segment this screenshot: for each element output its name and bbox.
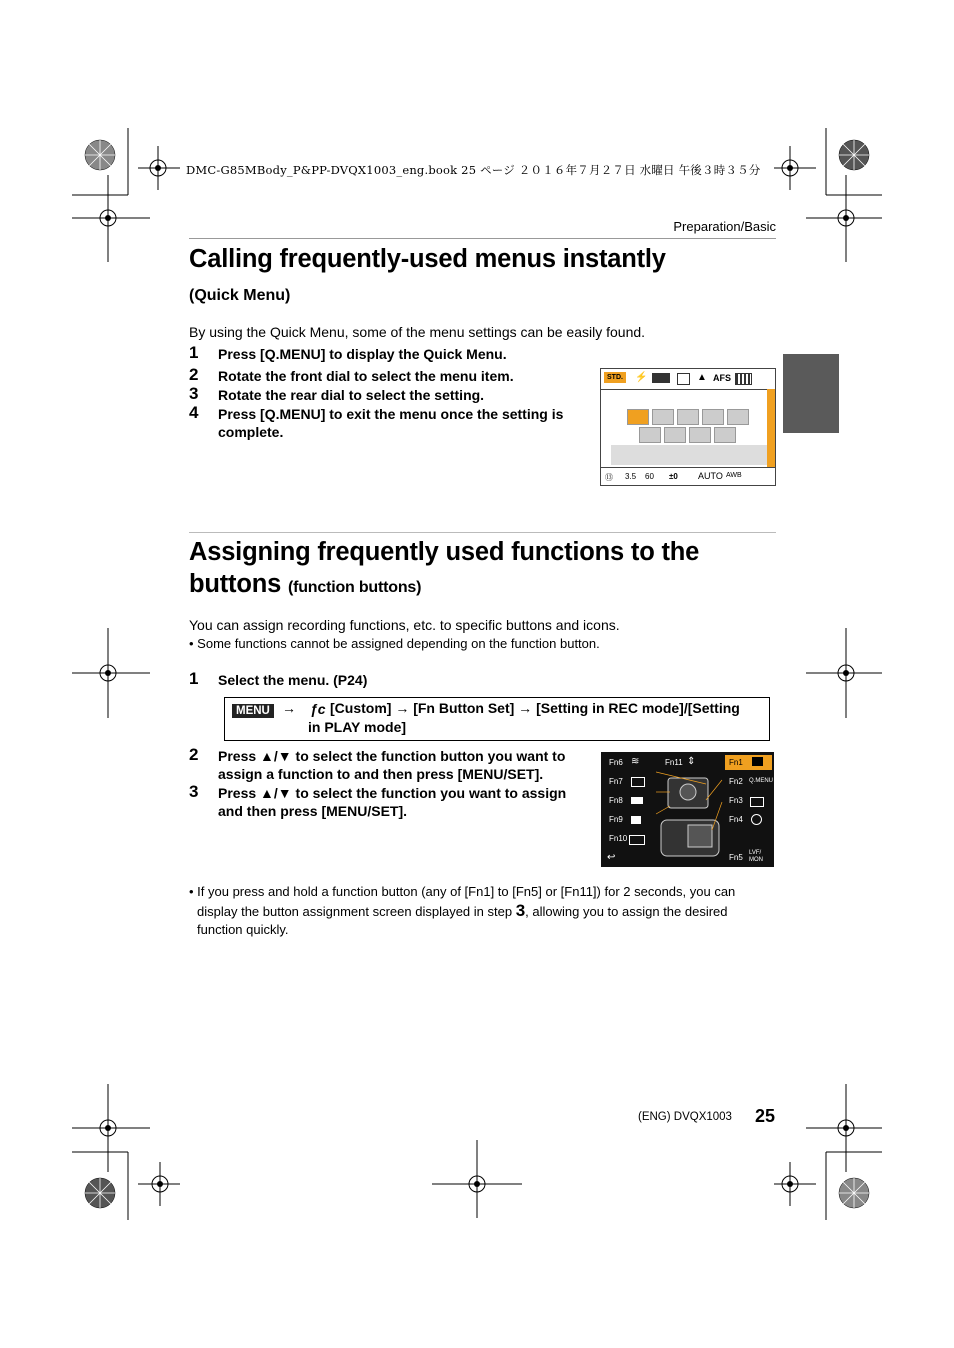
fn-label: Fn11	[665, 758, 683, 767]
fn-label: Fn4	[729, 815, 743, 824]
step-text: Rotate the front dial to select the menu item.	[218, 368, 514, 384]
step-number: 2	[189, 365, 199, 384]
fn9-icon	[631, 816, 641, 824]
step-number: 4	[189, 403, 199, 422]
page-code: (ENG) DVQX1003	[638, 1111, 732, 1123]
step-text: Rotate the rear dial to select the setting.	[218, 387, 485, 403]
step-text: Press ▲/▼ to select the function you want to assign and then press [MENU/SET].	[218, 785, 567, 819]
quick-menu-scroll-edge	[767, 389, 775, 467]
hold-note-text: display the button assignment screen displayed in step	[197, 903, 516, 919]
wifi-icon: ≋	[631, 756, 640, 767]
print-header: DMC-G85MBody_P&PP-DVQX1003_eng.book 25 ページ ２０１６年７月２７日 水曜日 午後３時３５分	[186, 163, 761, 177]
hold-note-text-cont: , allowing you to assign the desired	[525, 903, 728, 919]
setting-cell-selected	[627, 409, 649, 425]
section-label: Preparation/Basic	[673, 219, 776, 234]
setting-cell	[639, 427, 661, 443]
fn-label: Fn3	[729, 796, 743, 805]
step-text: Press [Q.MENU] to exit the menu once the setting is complete.	[218, 406, 564, 440]
section1-title: Calling frequently-used menus instantly	[189, 245, 666, 273]
fn-label: Fn7	[609, 777, 623, 786]
hold-note-line3: function quickly.	[197, 922, 289, 937]
fn-button-screen	[601, 752, 774, 867]
exposure-mode-icon: ⑬	[605, 473, 613, 482]
fn11-icon: ⇕	[687, 756, 696, 767]
page-number: 25	[755, 1106, 776, 1126]
quick-menu-bottom-bar	[601, 467, 775, 486]
fn5-value-b: MON	[749, 857, 763, 863]
section2-intro: You can assign recording functions, etc. to specific buttons and icons.	[189, 617, 620, 633]
menu-path-line2: in PLAY mode]	[308, 719, 407, 735]
step-text: Select the menu. (P24)	[218, 672, 368, 688]
fn-label: Fn2	[729, 777, 743, 786]
return-icon: ↩	[607, 852, 616, 863]
af-mode-icon: ▲	[697, 372, 707, 383]
ev-value: ±0	[669, 472, 678, 481]
menu-arrow: →	[282, 700, 296, 716]
fn10-icon	[629, 835, 645, 845]
setting-cell	[677, 409, 699, 425]
step-number: 3	[189, 782, 199, 801]
aspect-icon	[652, 373, 670, 383]
step-number: 3	[189, 384, 199, 403]
section2-title-word: buttons	[189, 570, 282, 598]
menu-path-box	[224, 697, 770, 741]
custom-menu-icon: ƒc	[310, 701, 326, 717]
setting-cell	[714, 427, 736, 443]
photo-style-icon: STD.	[604, 372, 626, 383]
fn-label: Fn8	[609, 796, 623, 805]
quick-menu-screen	[600, 368, 776, 486]
setting-cell	[652, 409, 674, 425]
setting-cell	[727, 409, 749, 425]
fn-label: Fn10	[609, 834, 628, 843]
hold-note-line1: • If you press and hold a function button (any of [Fn1] to [Fn5] or [Fn11]) for 2 seconds, you can	[189, 884, 736, 899]
fn-label: Fn1	[729, 758, 743, 767]
header-rule	[189, 238, 776, 239]
afs-label: AFS	[713, 373, 731, 383]
hold-note-step: 3	[515, 900, 526, 920]
step-text: Press ▲/▼ to select the function button you want to assign a function to and then press [MENU/SET].	[218, 748, 566, 782]
drive-mode-icon	[735, 373, 752, 385]
setting-cell	[689, 427, 711, 443]
menu-badge: MENU	[232, 704, 274, 718]
fn-label: Fn6	[609, 758, 623, 767]
quick-menu-info-bar	[611, 445, 767, 465]
step-number: 2	[189, 745, 199, 764]
section2-title-line1: Assigning frequently used functions to the	[189, 538, 700, 566]
fn-label: Fn5	[729, 853, 743, 862]
fn3-icon	[750, 797, 764, 807]
step-number: 1	[189, 343, 199, 362]
hold-note	[189, 883, 779, 940]
fn8-icon	[631, 797, 643, 804]
quality-icon	[677, 373, 690, 385]
wb-value: AWB	[726, 472, 742, 479]
section2-note: • Some functions cannot be assigned depending on the function button.	[189, 636, 600, 651]
setting-cell	[664, 427, 686, 443]
step-number: 1	[189, 669, 199, 688]
menu-path-line1: [Custom] → [Fn Button Set] → [Setting in REC mode]/[Setting	[330, 700, 740, 716]
step-text: Press [Q.MENU] to display the Quick Menu.	[218, 346, 507, 362]
section2-title-line2	[189, 570, 421, 599]
setting-cell	[702, 409, 724, 425]
flash-icon: ⚡	[635, 372, 648, 383]
quick-menu-top-bar	[601, 369, 775, 390]
section2-title-small: (function buttons)	[287, 579, 422, 596]
iso-value: AUTO	[698, 471, 723, 481]
fn7-icon	[631, 777, 645, 787]
shutter-value: 60	[645, 472, 654, 481]
fn1-icon	[752, 757, 763, 766]
camera-illustration-icon	[656, 770, 726, 862]
fn4-icon	[751, 814, 762, 825]
section1-subtitle: (Quick Menu)	[189, 287, 291, 304]
fn2-value: Q.MENU	[749, 778, 773, 784]
aperture-value: 3.5	[625, 472, 637, 481]
hold-note-line2	[189, 902, 779, 922]
fn-label: Fn9	[609, 815, 623, 824]
section-rule	[189, 532, 776, 533]
side-tab	[783, 354, 839, 433]
section1-intro: By using the Quick Menu, some of the menu settings can be easily found.	[189, 324, 646, 340]
fn5-value-a: LVF/	[749, 850, 762, 856]
